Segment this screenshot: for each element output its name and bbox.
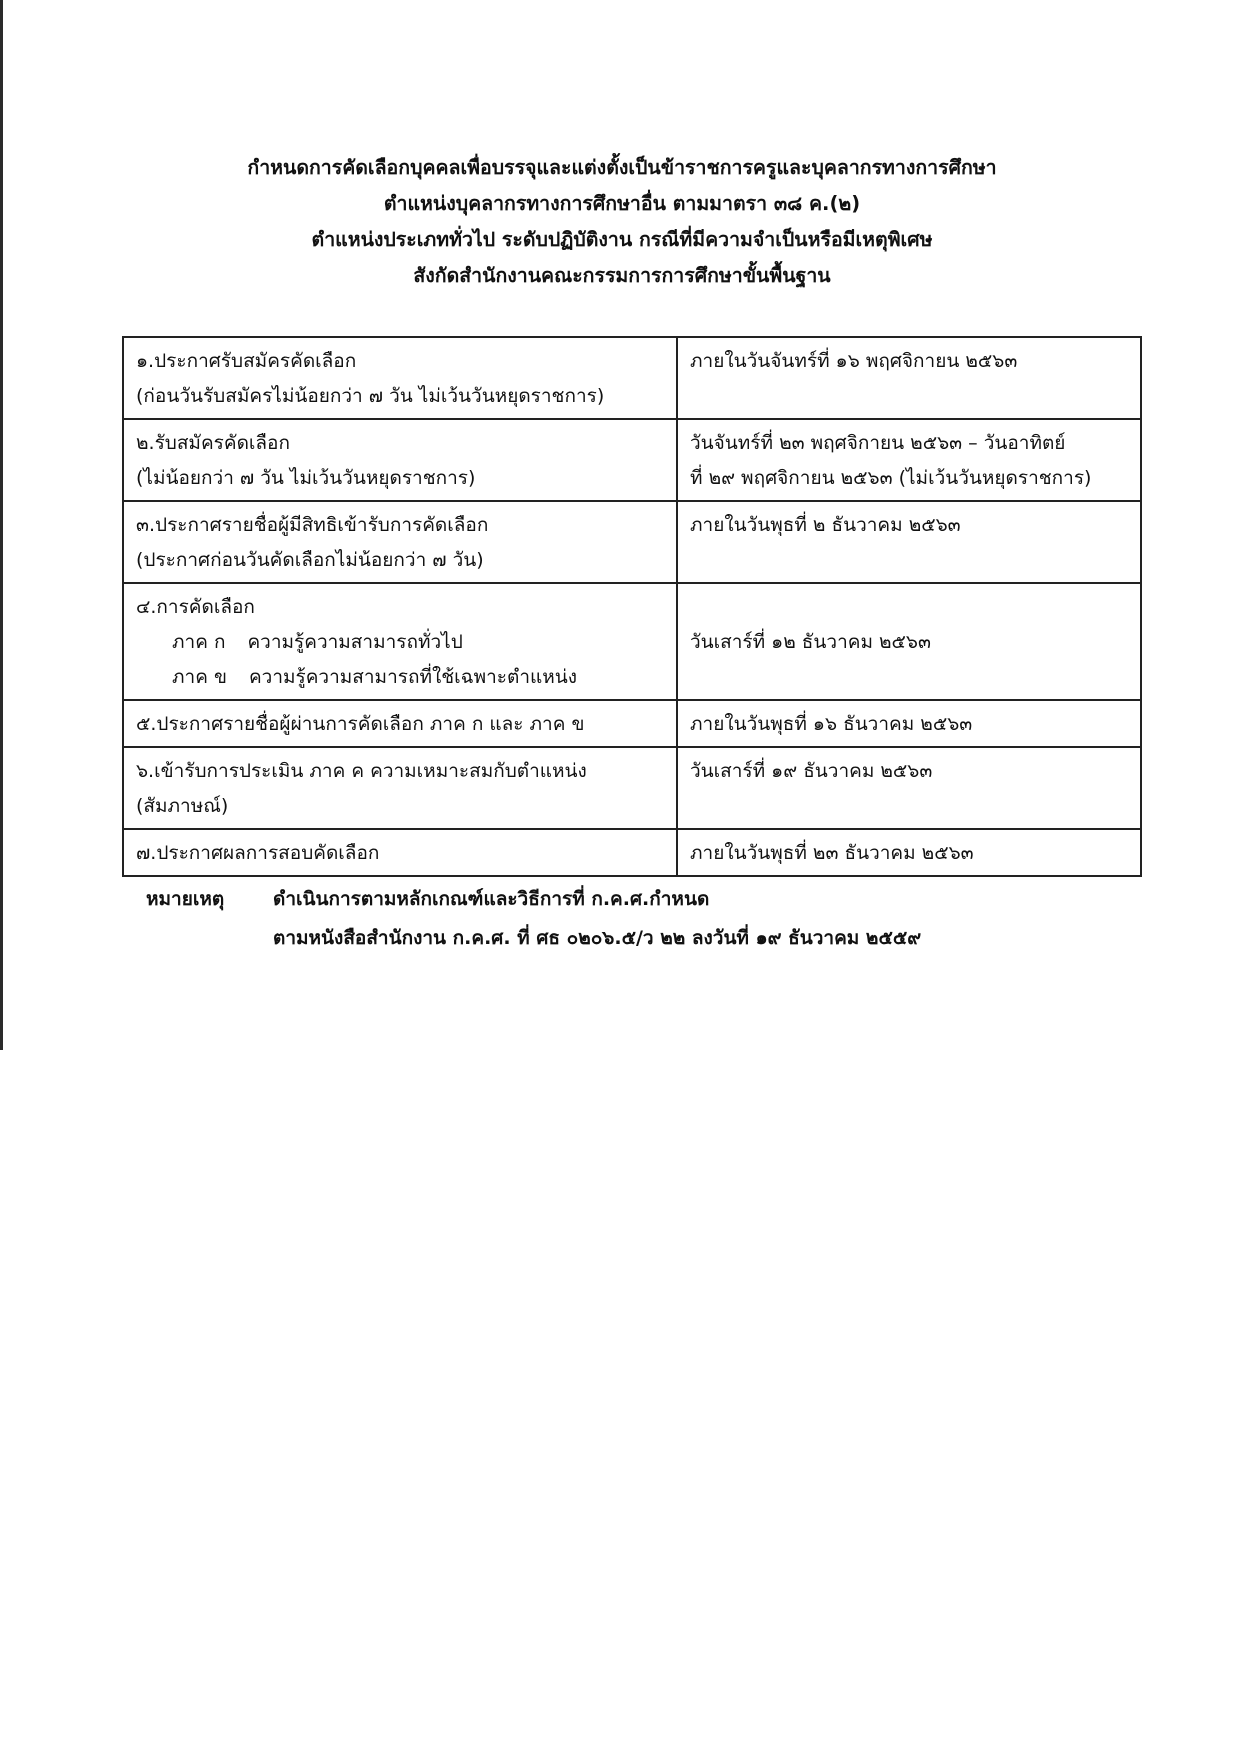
date-text: วันจันทร์ที่ ๒๓ พฤศจิกายน ๒๕๖๓ – วันอาทิตย์: [690, 432, 1066, 454]
part-a-label: ภาค ก: [172, 631, 226, 653]
heading-line-2: ตำแหน่งบุคลากรทางการศึกษาอื่น ตามมาตรา ๓๘ ค.(๒): [383, 192, 861, 215]
date-text: ภายในวันพุธที่ ๑๖ ธันวาคม ๒๕๖๓: [690, 713, 973, 735]
step-cell: [123, 337, 677, 419]
remarks-line-1: ดำเนินการตามหลักเกณฑ์และวิธีการที่ ก.ค.ศ.กำหนด: [273, 888, 710, 910]
document-heading: [0, 150, 1244, 294]
date-cell: [677, 700, 1141, 747]
step-detail: (สัมภาษณ์): [136, 795, 229, 817]
date-cell: [677, 501, 1141, 583]
step-cell: [123, 829, 677, 876]
table-row: [123, 829, 1141, 876]
table-row: [123, 747, 1141, 829]
table-row: [123, 501, 1141, 583]
step-title: ๑.ประกาศรับสมัครคัดเลือก: [136, 350, 357, 372]
step-cell: [123, 700, 677, 747]
part-b-label: ภาค ข: [172, 666, 227, 688]
table-row: [123, 419, 1141, 501]
table-row: [123, 337, 1141, 419]
step-detail: (ไม่น้อยกว่า ๗ วัน ไม่เว้นวันหยุดราชการ): [136, 467, 476, 489]
part-a-line: [136, 625, 664, 660]
date-text-continued: ที่ ๒๙ พฤศจิกายน ๒๕๖๓ (ไม่เว้นวันหยุดราชการ): [690, 467, 1092, 489]
table-row: [123, 700, 1141, 747]
heading-line-4: สังกัดสำนักงานคณะกรรมการการศึกษาขั้นพื้นฐาน: [413, 264, 831, 287]
step-title: ๖.เข้ารับการประเมิน ภาค ค ความเหมาะสมกับตำแหน่ง: [136, 760, 587, 782]
date-cell: [677, 419, 1141, 501]
step-title: ๒.รับสมัครคัดเลือก: [136, 432, 290, 454]
date-text: ภายในวันจันทร์ที่ ๑๖ พฤศจิกายน ๒๕๖๓: [690, 350, 1018, 372]
step-title: ๓.ประกาศรายชื่อผู้มีสิทธิเข้ารับการคัดเลือก: [136, 514, 489, 536]
heading-line-1: กำหนดการคัดเลือกบุคคลเพื่อบรรจุและแต่งตั้งเป็นข้าราชการครูและบุคลากรทางการศึกษา: [247, 156, 997, 179]
step-detail: (ก่อนวันรับสมัครไม่น้อยกว่า ๗ วัน ไม่เว้นวันหยุดราชการ): [136, 385, 605, 407]
step-cell: [123, 747, 677, 829]
date-text: วันเสาร์ที่ ๑๙ ธันวาคม ๒๕๖๓: [690, 760, 933, 782]
step-cell: [123, 419, 677, 501]
date-text: ภายในวันพุธที่ ๒๓ ธันวาคม ๒๕๖๓: [690, 842, 974, 864]
date-cell: [677, 583, 1141, 700]
step-cell: [123, 583, 677, 700]
remarks-line-2: ตามหนังสือสำนักงาน ก.ค.ศ. ที่ ศธ ๐๒๐๖.๕/ว ๒๒ ลงวันที่ ๑๙ ธันวาคม ๒๕๕๙: [273, 927, 922, 949]
date-cell: [677, 829, 1141, 876]
part-b-line: [136, 660, 664, 695]
table-row: [123, 583, 1141, 700]
date-text: วันเสาร์ที่ ๑๒ ธันวาคม ๒๕๖๓: [690, 631, 931, 653]
heading-line-3: ตำแหน่งประเภททั่วไป ระดับปฏิบัติงาน กรณีที่มีความจำเป็นหรือมีเหตุพิเศษ: [311, 228, 933, 251]
date-text: ภายในวันพุธที่ ๒ ธันวาคม ๒๕๖๓: [690, 514, 961, 536]
step-cell: [123, 501, 677, 583]
date-cell: [677, 747, 1141, 829]
part-b-text: ความรู้ความสามารถที่ใช้เฉพาะตำแหน่ง: [248, 666, 578, 688]
remarks-text: [273, 880, 921, 958]
date-cell: [677, 337, 1141, 419]
remarks-label: หมายเหตุ: [146, 888, 225, 910]
step-title: ๔.การคัดเลือก: [136, 596, 255, 618]
step-title: ๕.ประกาศรายชื่อผู้ผ่านการคัดเลือก ภาค ก และ ภาค ข: [136, 713, 585, 735]
part-a-text: ความรู้ความสามารถทั่วไป: [247, 631, 463, 653]
schedule-table: [122, 336, 1142, 877]
step-detail: (ประกาศก่อนวันคัดเลือกไม่น้อยกว่า ๗ วัน): [136, 549, 484, 571]
step-title: ๗.ประกาศผลการสอบคัดเลือก: [136, 842, 380, 864]
